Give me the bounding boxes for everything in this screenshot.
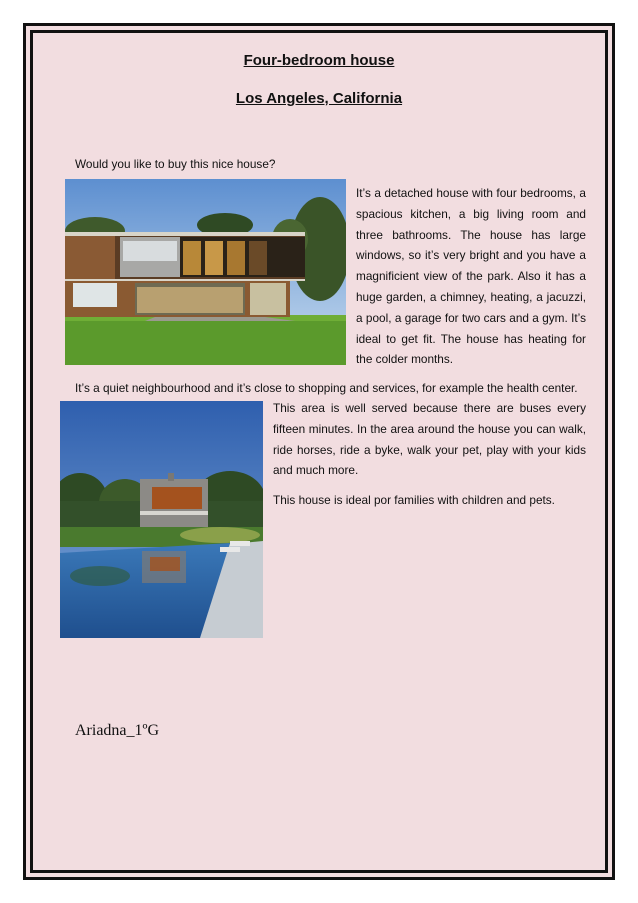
house-pool-photo xyxy=(60,401,263,638)
area-description: This area is well served because there are buses every fifteen minutes. In the area around the house you can walk, ride horses, ride a byke, walk your pet, play with your kids and much more. xyxy=(273,401,586,478)
intro-question: Would you like to buy this nice house? xyxy=(75,157,276,171)
page-subtitle: Los Angeles, California xyxy=(235,90,403,107)
closing-text: This house is ideal por families with children and pets. xyxy=(273,493,555,507)
house-description: It’s a detached house with four bedrooms, a spacious kitchen, a big living room and three bathrooms. The house has large windows, so it’s very bright and you have a magnificient view of the park. Also it has a huge garden, a chimney, heating, a jacuzzi, a pool, a garage for two cars and a gym. It’s ideal to get fit. The house has heating for the colder months. xyxy=(356,186,586,367)
page-title: Four-bedroom house xyxy=(243,52,395,69)
neighbourhood-text: It’s a quiet neighbourhood and it’s close to shopping and services, for example the health center. xyxy=(75,381,578,395)
author-signature: Ariadna_1ºG xyxy=(75,722,160,739)
house-front-photo xyxy=(65,179,346,365)
